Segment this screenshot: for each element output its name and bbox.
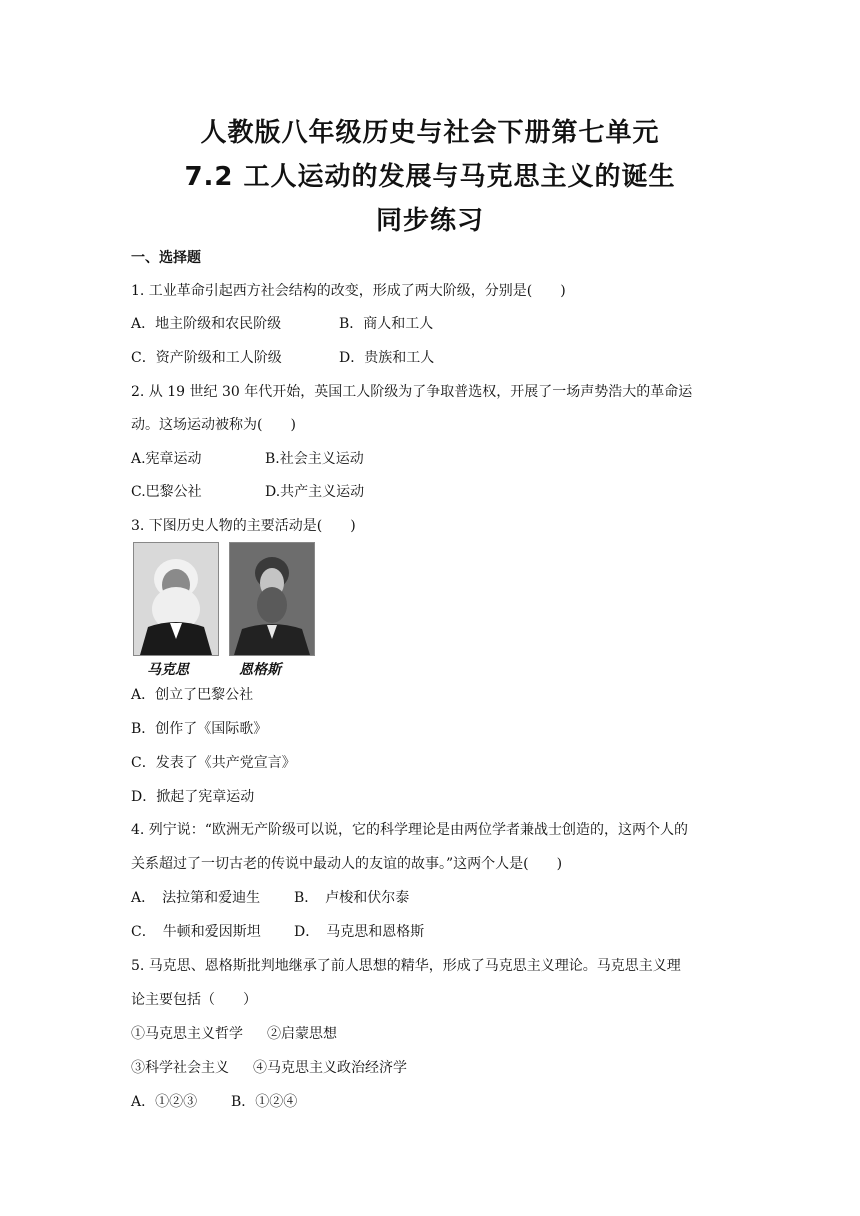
q5-items-row-2 [131, 1058, 407, 1078]
q5-stem-line-1: 5. 马克思、恩格斯批判地继承了前人思想的精华，形成了马克思主义理论。马克思主义理 [131, 958, 681, 974]
q2-stem-line-2: 动。这场运动被称为( ) [131, 417, 296, 433]
q4-option-b: B． 卢梭和伏尔泰 [294, 890, 410, 906]
q4-options-row-1 [131, 888, 410, 908]
q2-option-b: B.社会主义运动 [265, 451, 364, 467]
q4-stem-line-2: 关系超过了一切古老的传说中最动人的友谊的故事。”这两个人是( ) [131, 856, 563, 872]
q5-option-a: A．①②③ [131, 1094, 198, 1110]
q2-option-a: A.宪章运动 [131, 451, 202, 467]
q1-option-a: A．地主阶级和农民阶级 [131, 316, 282, 332]
q4-option-a: A． 法拉第和爱迪生 [131, 890, 261, 906]
q2-stem-line-1: 2. 从 19 世纪 30 年代开始，英国工人阶级为了争取普选权，开展了一场声势浩大的革命运 [131, 384, 693, 400]
title-line-2: 7.2 工人运动的发展与马克思主义的诞生 [184, 162, 676, 192]
q1-option-d: D．贵族和工人 [339, 350, 435, 366]
q4-option-d: D． 马克思和恩格斯 [294, 924, 425, 940]
q1-options-row-1 [131, 314, 434, 334]
marx-portrait [133, 542, 219, 656]
q3-option-c: C．发表了《共产党宣言》 [131, 755, 296, 771]
q3-option-b: B．创作了《国际歌》 [131, 721, 268, 737]
q3-option-d: D．掀起了宪章运动 [131, 789, 255, 805]
q5-option-b: B．①②④ [231, 1094, 298, 1110]
title-line-1: 人教版八年级历史与社会下册第七单元 [200, 118, 660, 148]
q5-item-3: ③科学社会主义 [131, 1060, 229, 1076]
engels-portrait [229, 542, 315, 656]
q1-option-c: C．资产阶级和工人阶级 [131, 350, 282, 366]
q4-stem-line-1: 4. 列宁说：“欧洲无产阶级可以说，它的科学理论是由两位学者兼战士创造的，这两个人的 [131, 822, 688, 838]
q3-option-a: A．创立了巴黎公社 [131, 687, 254, 703]
q3-stem: 3. 下图历史人物的主要活动是( ) [131, 518, 356, 534]
q1-stem: 1. 工业革命引起西方社会结构的改变，形成了两大阶级，分别是( ) [131, 283, 566, 299]
q5-items-row-1 [131, 1024, 337, 1044]
q2-options-row-2 [131, 482, 365, 502]
q1-options-row-2 [131, 348, 435, 368]
q5-item-1: ①马克思主义哲学 [131, 1026, 243, 1042]
q1-option-b: B．商人和工人 [339, 316, 434, 332]
q2-option-c: C.巴黎公社 [131, 484, 202, 500]
q3-portraits-figure [131, 542, 321, 680]
caption-engels: 恩格斯 [239, 662, 281, 678]
q2-option-d: D.共产主义运动 [265, 484, 365, 500]
q5-item-4: ④马克思主义政治经济学 [253, 1060, 407, 1076]
q5-stem-line-2: 论主要包括（ ） [131, 992, 257, 1008]
q4-option-c: C． 牛顿和爱因斯坦 [131, 924, 261, 940]
section-heading: 一、选择题 [131, 250, 201, 266]
q5-item-2: ②启蒙思想 [267, 1026, 337, 1042]
q2-options-row-1 [131, 449, 364, 469]
title-line-3: 同步练习 [375, 206, 484, 236]
caption-marx: 马克思 [147, 662, 189, 678]
q5-options-row-1 [131, 1092, 298, 1112]
q4-options-row-2 [131, 922, 425, 942]
